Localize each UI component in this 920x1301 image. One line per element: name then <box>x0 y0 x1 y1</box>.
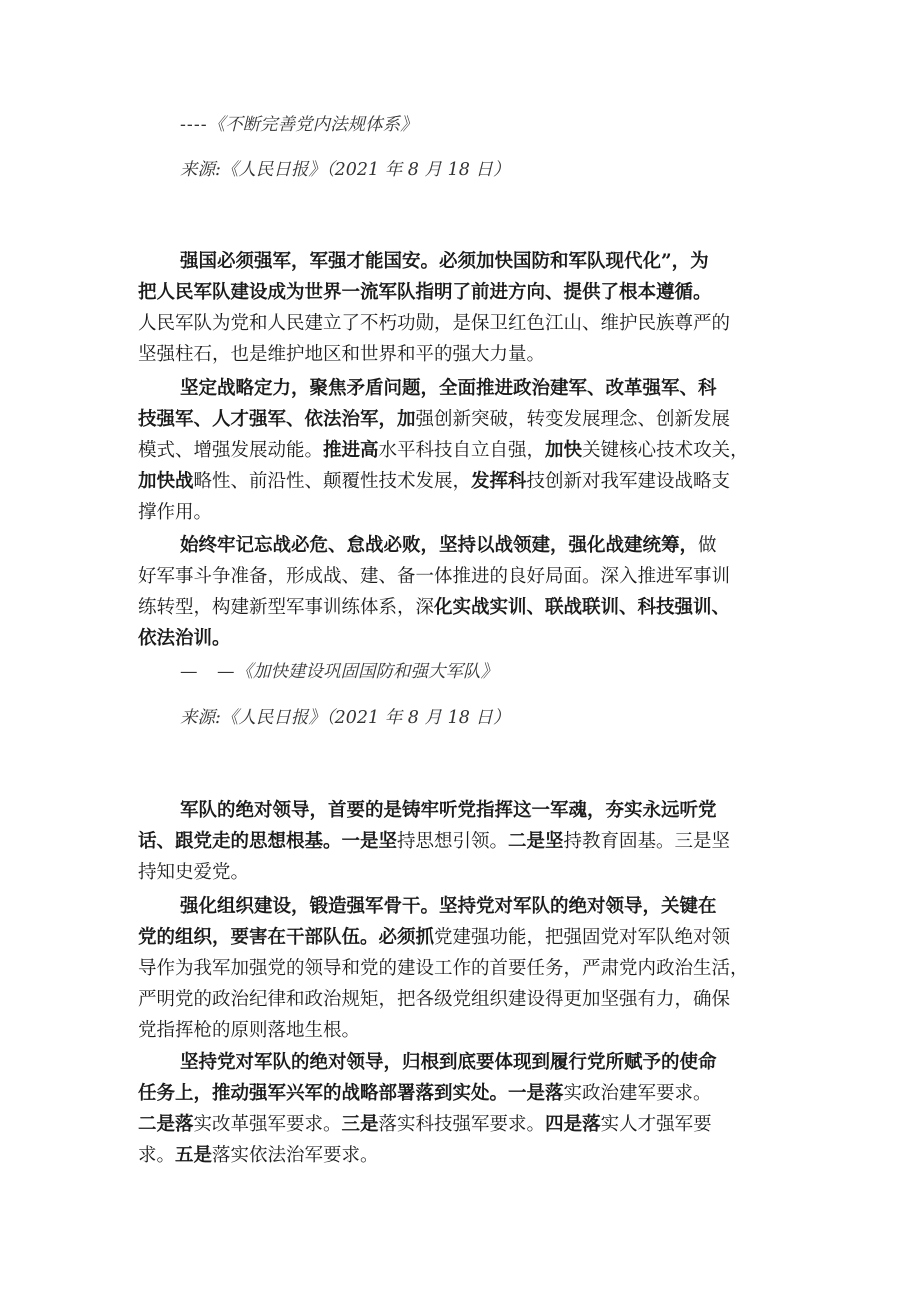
para2-line5: 撑作用。 <box>138 502 213 523</box>
source-line: 来源:《人民日报》（2021 年 8 月 18 日） <box>180 708 511 728</box>
para1-line1: 强国必须强军，军强才能国安。必须加快国防和军队现代化”，为 <box>180 251 709 272</box>
para5-line3: 导作为我军加强党的领导和党的建设工作的首要任务，严肃党内政治生活， <box>138 958 749 979</box>
attribution-1 <box>138 110 788 141</box>
source-2 <box>138 703 788 734</box>
para6-line2: 任务上，推动强军兴军的战略部署落到实处。一是落实政治建军要求。 <box>138 1083 712 1104</box>
para2-line2: 技强军、人才强军、依法治军，加强创新突破，转变发展理念、创新发展 <box>138 409 731 430</box>
paragraph-4 <box>138 795 788 888</box>
para5-line4: 严明党的政治纪律和政治规矩，把各级党组织建设得更加坚强有力，确保 <box>138 989 731 1010</box>
paragraph-3 <box>138 530 788 654</box>
para5-line2: 党的组织，要害在干部队伍。必须抓党建强功能，把强固党对军队绝对领 <box>138 927 731 948</box>
attribution-2 <box>138 657 788 688</box>
source-1 <box>138 155 788 186</box>
para2-line1: 坚定战略定力，聚焦矛盾问题，全面推进政治建军、改革强军、科 <box>180 378 717 399</box>
para4-line1: 军队的绝对领导，首要的是铸牢听党指挥这一军魂，夯实永远听党 <box>180 800 717 821</box>
para1-line2: 把人民军队建设成为世界一流军队指明了前进方向、提供了根本遵循。 <box>138 282 712 303</box>
paragraph-5 <box>138 891 788 1046</box>
attribution-title: 《加快建设巩固国防和强大军队》 <box>235 662 498 682</box>
attribution-title: 《不断完善党内法规体系》 <box>207 115 418 135</box>
attribution-dash: — — <box>180 662 236 682</box>
para6-line1: 坚持党对军队的绝对领导，归根到底要体现到履行党所赋予的使命 <box>180 1052 717 1073</box>
para4-line2: 话、跟党走的思想根基。一是坚持思想引领。二是坚持教育固基。三是坚 <box>138 831 731 852</box>
para1-line4: 坚强柱石，也是维护地区和世界和平的强大力量。 <box>138 344 546 365</box>
para2-line3: 模式、增强发展动能。推进高水平科技自立自强，加快关键核心技术攻关， <box>138 440 749 461</box>
para5-line1: 强化组织建设，锻造强军骨干。坚持党对军队的绝对领导，关键在 <box>180 896 717 917</box>
para6-line4: 求。五是落实依法治军要求。 <box>138 1145 379 1166</box>
paragraph-1 <box>138 246 788 370</box>
para2-line4: 加快战略性、前沿性、颠覆性技术发展，发挥科技创新对我军建设战略支 <box>138 471 731 492</box>
para3-line3: 练转型，构建新型军事训练体系，深化实战实训、联战联训、科技强训、 <box>138 597 731 618</box>
para4-line3: 持知史爱党。 <box>138 862 250 883</box>
paragraph-2 <box>138 373 788 528</box>
attribution-dash: ---- <box>180 115 208 135</box>
para1-line3: 人民军队为党和人民建立了不朽功勋，是保卫红色江山、维护民族尊严的 <box>138 313 731 334</box>
source-line: 来源:《人民日报》（2021 年 8 月 18 日） <box>180 160 511 180</box>
paragraph-6 <box>138 1047 788 1171</box>
para5-line5: 党指挥枪的原则落地生根。 <box>138 1020 361 1041</box>
para6-line3: 二是落实改革强军要求。三是落实科技强军要求。四是落实人才强军要 <box>138 1114 712 1135</box>
para3-line4: 依法治训。 <box>138 628 231 649</box>
para3-line1: 始终牢记忘战必危、怠战必败，坚持以战领建，强化战建统筹，做 <box>180 535 717 556</box>
para3-line2: 好军事斗争准备，形成战、建、备一体推进的良好局面。深入推进军事训 <box>138 566 731 587</box>
